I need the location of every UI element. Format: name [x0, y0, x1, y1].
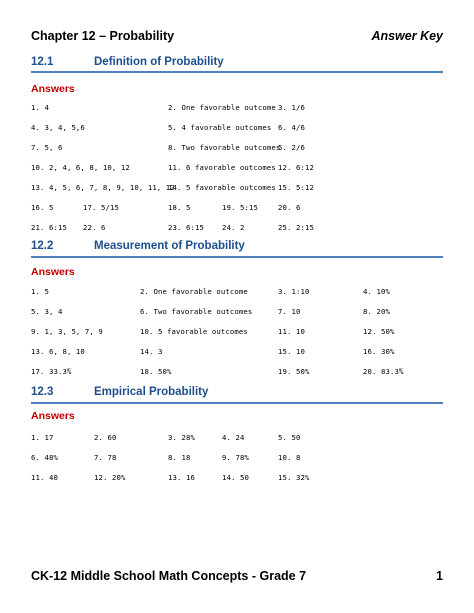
answer-cell: 9. 78%: [222, 453, 249, 462]
answer-cell: 15. 5:12: [278, 183, 314, 192]
answer-cell: 21. 6:15: [31, 223, 67, 232]
answer-cell: 11. 40: [31, 473, 58, 482]
answer-cell: 6. 4/6: [278, 123, 305, 132]
answer-cell: 1. 4: [31, 103, 49, 112]
answer-cell: 3. 1/6: [278, 103, 305, 112]
answer-cell: 4. 24: [222, 433, 245, 442]
answer-cell: 11. 10: [278, 327, 305, 336]
answer-cell: 6. 48%: [31, 453, 58, 462]
answer-cell: 10. 8: [278, 453, 301, 462]
answer-cell: 14. 50: [222, 473, 249, 482]
answer-cell: 14. 3: [140, 347, 163, 356]
answer-cell: 2. 60: [94, 433, 117, 442]
answer-cell: 15. 32%: [278, 473, 310, 482]
answers-label: Answers: [31, 83, 75, 95]
answer-cell: 5. 2/6: [278, 143, 305, 152]
answer-cell: 5. 50: [278, 433, 301, 442]
answer-cell: 10. 2, 4, 6, 8, 10, 12: [31, 163, 130, 172]
answer-cell: 4. 3, 4, 5,6: [31, 123, 85, 132]
answer-cell: 8. Two favorable outcomes: [168, 143, 281, 152]
answer-cell: 18. 50%: [140, 367, 172, 376]
footer-course-title: CK-12 Middle School Math Concepts - Grade 7: [31, 569, 307, 583]
page-number: 1: [436, 569, 443, 583]
answer-cell: 5. 3, 4: [31, 307, 63, 316]
section-rule: [31, 256, 443, 258]
answer-cell: 7. 10: [278, 307, 301, 316]
answer-cell: 24. 2: [222, 223, 245, 232]
answer-cell: 22. 6: [83, 223, 106, 232]
answer-cell: 23. 6:15: [168, 223, 204, 232]
answer-cell: 13. 6, 8, 10: [31, 347, 85, 356]
answer-cell: 19. 5:15: [222, 203, 258, 212]
answer-cell: 11. 6 favorable outcomes: [168, 163, 276, 172]
section-number: 12.3: [31, 386, 54, 398]
answer-cell: 19. 50%: [278, 367, 310, 376]
section-number: 12.2: [31, 240, 54, 252]
answer-cell: 4. 10%: [363, 287, 390, 296]
section-rule: [31, 402, 443, 404]
answer-cell: 3. 28%: [168, 433, 195, 442]
answer-cell: 10. 5 favorable outcomes: [140, 327, 248, 336]
answer-cell: 13. 16: [168, 473, 195, 482]
answer-cell: 1. 17: [31, 433, 54, 442]
answer-cell: 8. 20%: [363, 307, 390, 316]
answers-label: Answers: [31, 410, 75, 422]
section-rule: [31, 71, 443, 73]
answer-cell: 9. 1, 3, 5, 7, 9: [31, 327, 103, 336]
answer-cell: 14. 5 favorable outcomes: [168, 183, 276, 192]
answer-cell: 16. 5: [31, 203, 54, 212]
answer-cell: 2. One favorable outcome: [140, 287, 248, 296]
answer-cell: 15. 10: [278, 347, 305, 356]
answer-cell: 20. 6: [278, 203, 301, 212]
answer-cell: 7. 5, 6: [31, 143, 63, 152]
answer-cell: 2. One favorable outcome: [168, 103, 276, 112]
answer-cell: 12. 50%: [363, 327, 395, 336]
answer-cell: 12. 6:12: [278, 163, 314, 172]
answer-cell: 17. 33.3̅%: [31, 367, 72, 376]
answer-cell: 8. 18: [168, 453, 191, 462]
answer-cell: 25. 2:15: [278, 223, 314, 232]
section-number: 12.1: [31, 56, 54, 68]
answer-cell: 16. 30%: [363, 347, 395, 356]
answer-cell: 7. 78: [94, 453, 117, 462]
answer-cell: 3. 1:10: [278, 287, 310, 296]
answer-cell: 12. 20%: [94, 473, 126, 482]
chapter-title: Chapter 12 – Probability: [31, 29, 175, 43]
section-title: Empirical Probability: [94, 386, 209, 398]
answer-cell: 5. 4 favorable outcomes: [168, 123, 272, 132]
section-title: Definition of Probability: [94, 56, 224, 68]
answer-cell: 20. 83.3̅%: [363, 367, 404, 376]
answer-cell: 6. Two favorable outcomes: [140, 307, 253, 316]
answer-cell: 1. 5: [31, 287, 49, 296]
answer-cell: 18. 5: [168, 203, 191, 212]
answer-key-label: Answer Key: [371, 29, 443, 43]
answers-label: Answers: [31, 266, 75, 278]
section-title: Measurement of Probability: [94, 240, 245, 252]
answer-cell: 13. 4, 5, 6, 7, 8, 9, 10, 11, 12: [31, 183, 175, 192]
answer-cell: 17. 5/15: [83, 203, 119, 212]
